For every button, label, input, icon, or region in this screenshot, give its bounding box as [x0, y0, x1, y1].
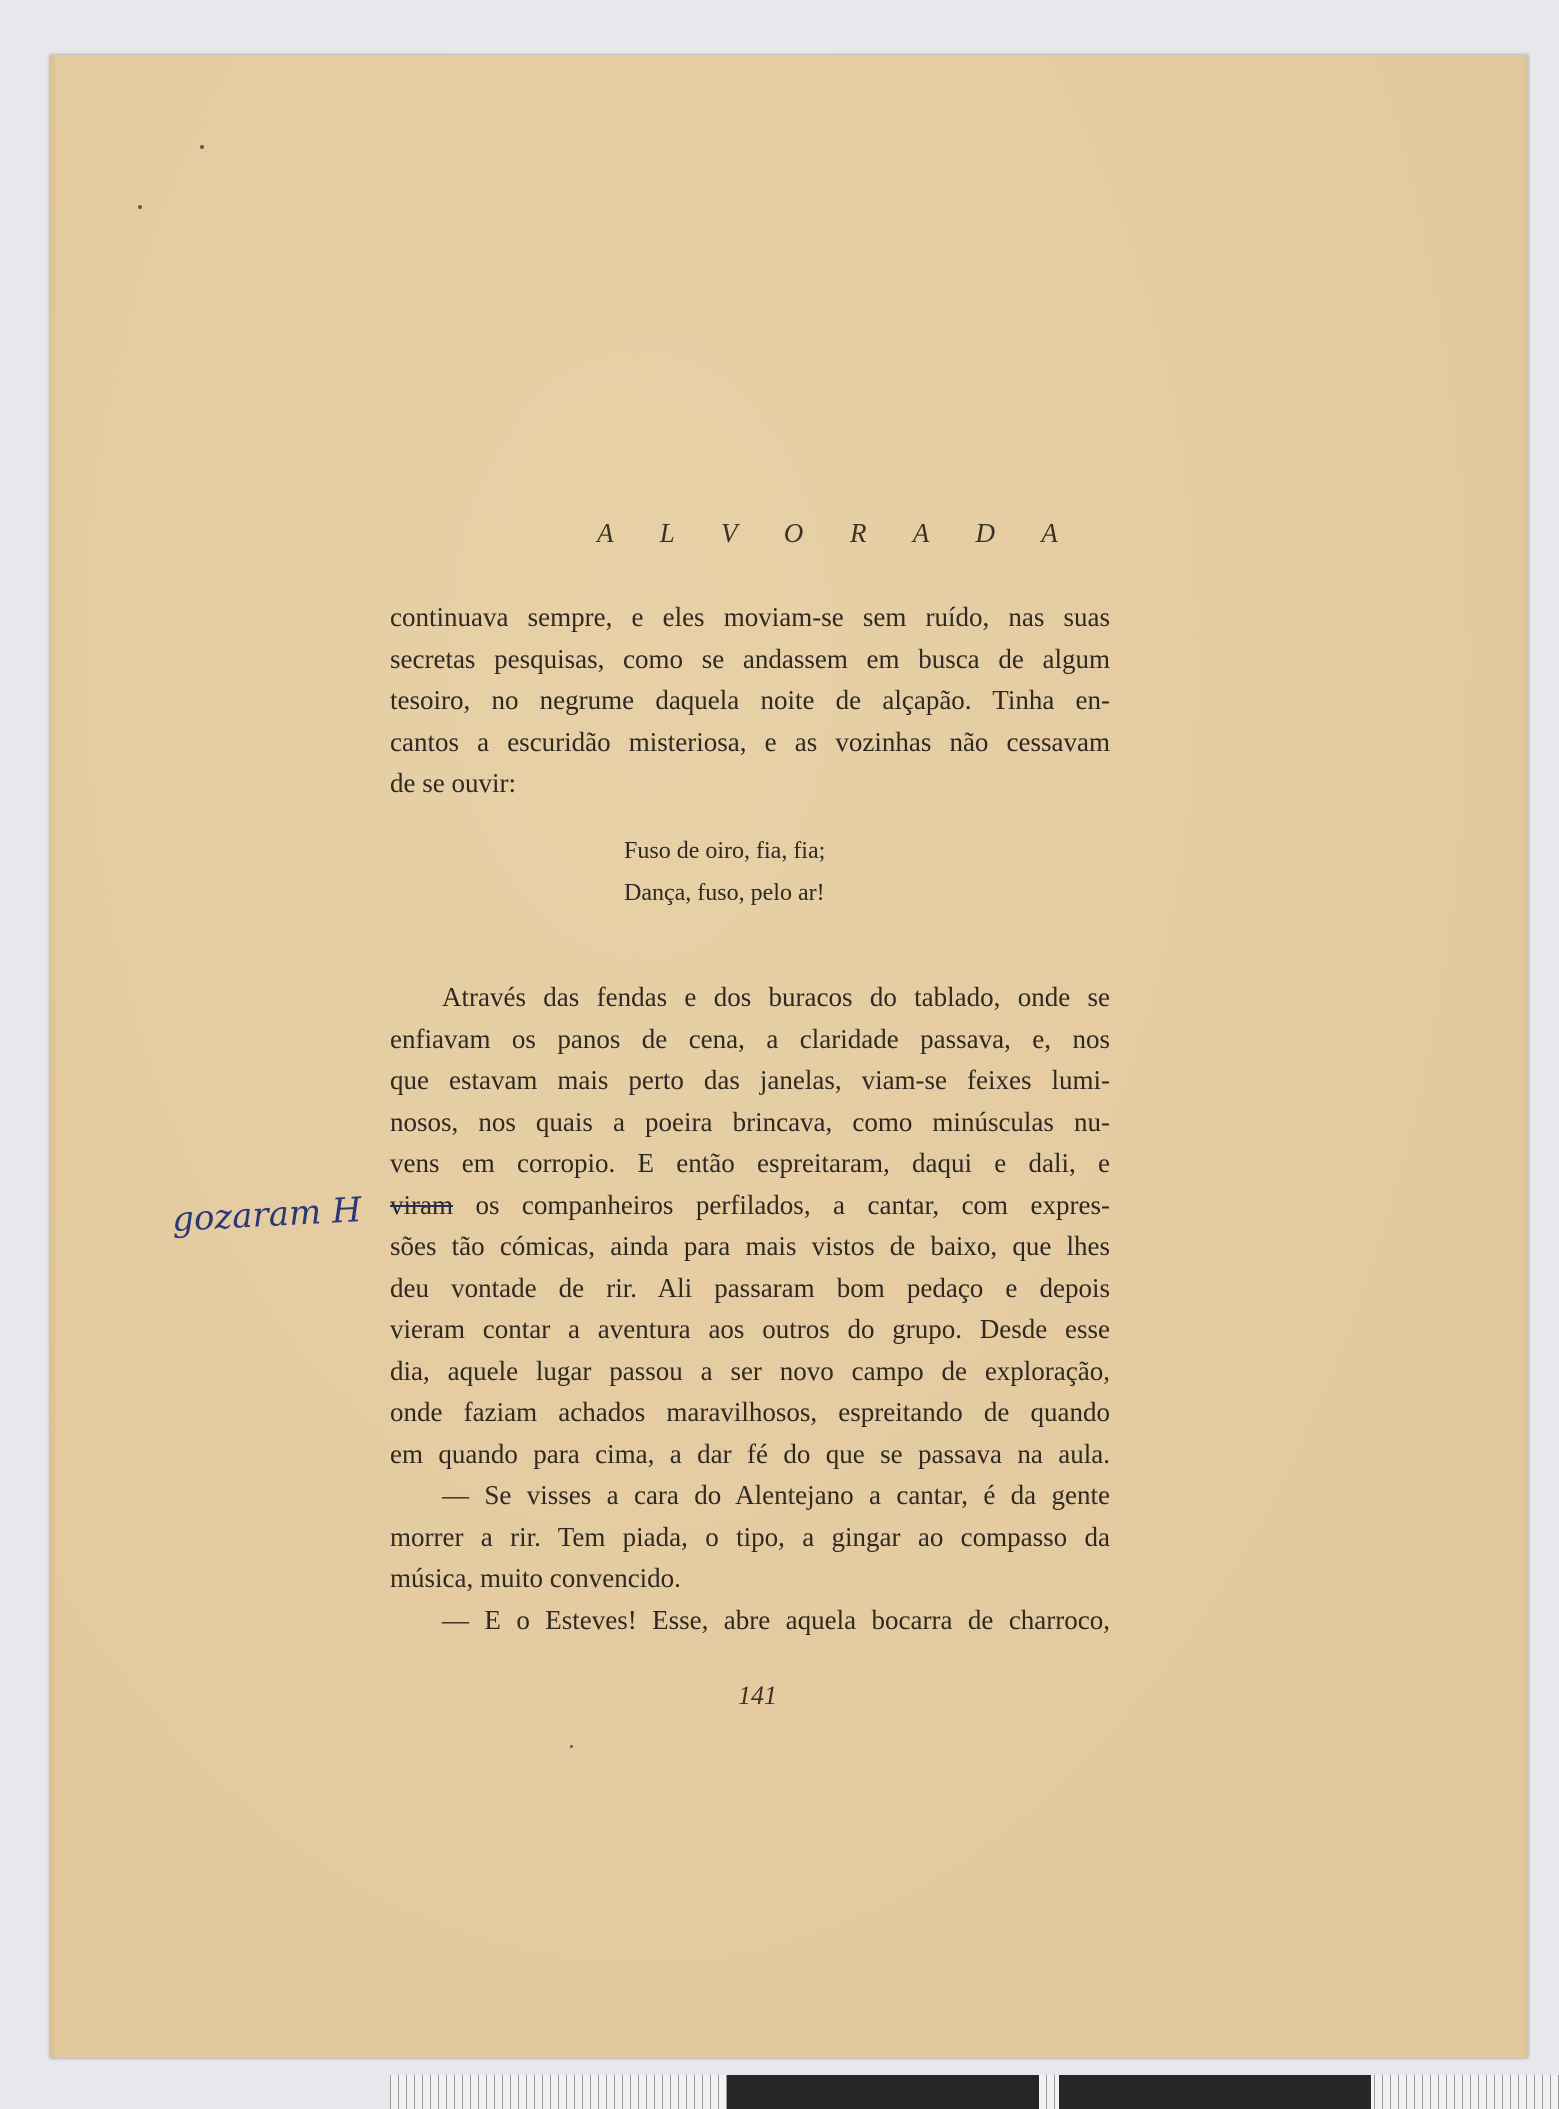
text-line: enfiavam os panos de cena, a claridade passava, e, nos — [390, 1023, 1110, 1054]
paper-speck — [200, 145, 204, 149]
text-line: tesoiro, no negrume daquela noite de alçapão. Tinha en- — [390, 685, 1110, 715]
text-line: deu vontade de rir. Ali passaram bom pedaço e depois — [390, 1272, 1110, 1303]
text-line: música, muito convencido. — [390, 1563, 681, 1593]
verse-line: Dança, fuso, pelo ar! — [624, 880, 825, 906]
text-line: — E o Esteves! Esse, abre aquela bocarra de charroco, — [442, 1604, 1110, 1635]
text-line: sões tão cómicas, ainda para mais vistos de baixo, que lhes — [390, 1231, 1110, 1261]
text-line: vens em corropio. E então espreitaram, daqui e dali, e — [390, 1148, 1110, 1178]
text-line: dia, aquele lugar passou a ser novo campo de exploração, — [390, 1355, 1110, 1386]
opening-paragraph — [390, 597, 1110, 805]
text-line: continuava sempre, e eles moviam-se sem ruído, nas suas — [390, 602, 1110, 632]
verse-block — [624, 830, 825, 914]
text-line: onde faziam achados maravilhosos, espreitando de quando — [390, 1397, 1110, 1427]
paper-speck — [138, 205, 142, 209]
main-paragraph — [390, 977, 1110, 1641]
text-line: que estavam mais perto das janelas, viam-se feixes lumi- — [390, 1065, 1110, 1095]
text-line: em quando para cima, a dar fé do que se passava na aula. — [390, 1438, 1110, 1469]
page-number: 141 — [738, 1681, 777, 1710]
text-line: secretas pesquisas, como se andassem em busca de algum — [390, 643, 1110, 674]
ruler-black-segment — [727, 2075, 1039, 2109]
text-line: de se ouvir: — [390, 768, 516, 798]
text-line: nosos, nos quais a poeira brincava, como minúsculas nu- — [390, 1106, 1110, 1137]
verse-line: Fuso de oiro, fia, fia; — [624, 838, 826, 864]
text-line: morrer a rir. Tem piada, o tipo, a gingar ao compasso da — [390, 1521, 1110, 1552]
ruler-black-segment — [1059, 2075, 1371, 2109]
text-line: vieram contar a aventura aos outros do grupo. Desde esse — [390, 1314, 1110, 1344]
text-line: cantos a escuridão misteriosa, e as vozinhas não cessavam — [390, 726, 1110, 757]
paper-speck — [570, 1745, 573, 1748]
handwritten-margin-note: gozaram H — [171, 1190, 363, 1240]
text-line: Através das fendas e dos buracos do tablado, onde se — [442, 982, 1110, 1012]
struck-word: viram — [390, 1189, 453, 1220]
text-fragment: os companheiros perfilados, a cantar, com expres- — [452, 1189, 1110, 1220]
dialogue-paragraph — [390, 1475, 1110, 1600]
running-head: A L V O R A D A — [597, 518, 1078, 548]
dialogue-paragraph — [390, 1600, 1110, 1642]
corrected-line — [390, 1185, 1110, 1227]
text-line: — Se visses a cara do Alentejano a cantar, é da gente — [442, 1480, 1110, 1510]
